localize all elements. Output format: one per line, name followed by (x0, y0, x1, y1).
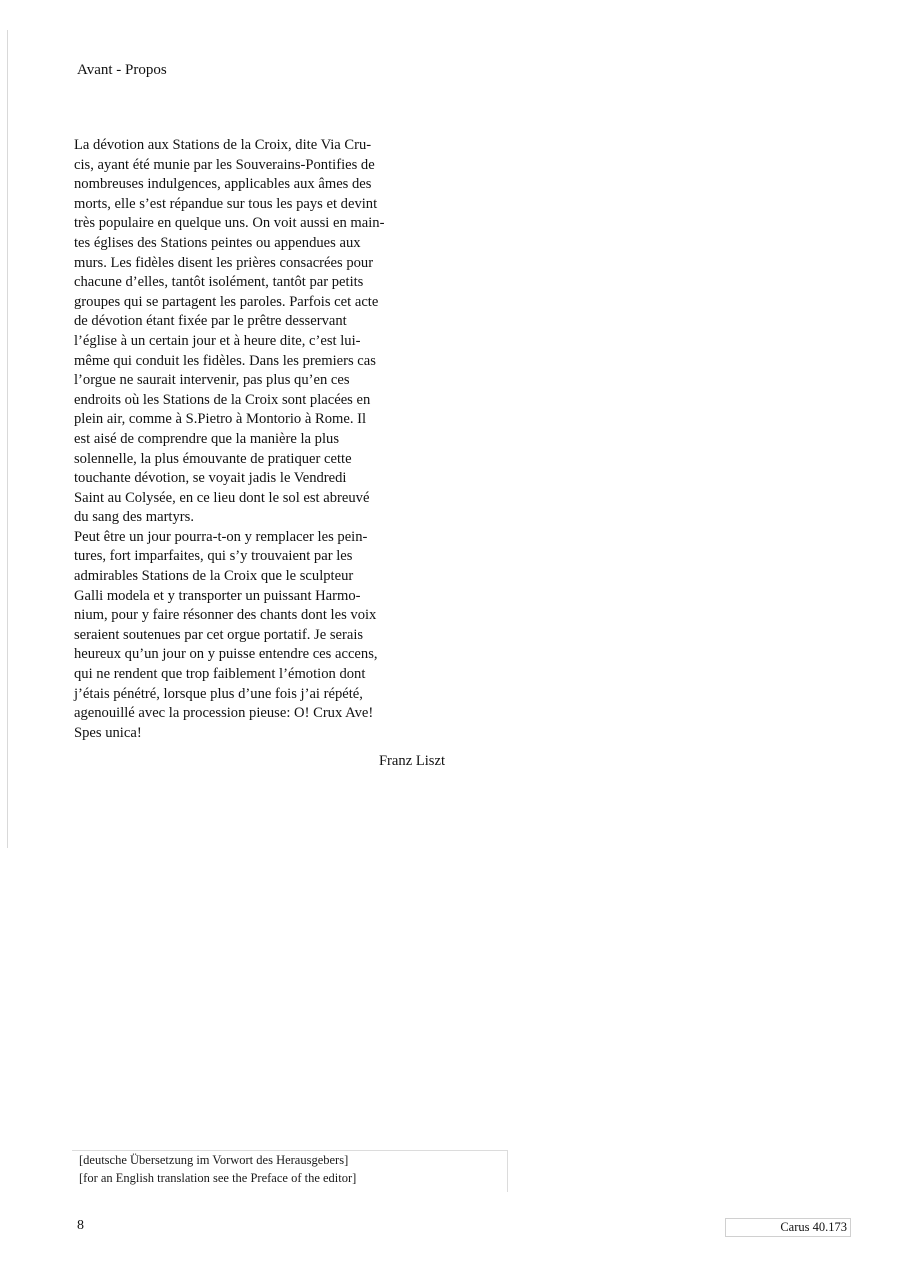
body-line: l’orgue ne saurait intervenir, pas plus qu’en ces (74, 372, 350, 389)
body-line: chacune d’elles, tantôt isolément, tantôt par petits (74, 274, 364, 291)
publisher-code: Carus 40.173 (780, 1220, 847, 1234)
body-line: nombreuses indulgences, applicables aux âmes des (74, 176, 372, 193)
body-line: endroits où les Stations de la Croix sont placées en (74, 391, 371, 408)
body-line: Saint au Colysée, en ce lieu dont le sol est abreuvé (74, 489, 370, 506)
body-line: très populaire en quelque uns. On voit aussi en main- (74, 215, 385, 232)
page-number: 8 (77, 1218, 84, 1233)
body-line: de dévotion étant fixée par le prêtre desservant (74, 313, 347, 330)
body-line: j’étais pénétré, lorsque plus d’une fois j’ai répété, (74, 685, 363, 702)
body-line: morts, elle s’est répandue sur tous les pays et devint (74, 195, 378, 212)
body-line: La dévotion aux Stations de la Croix, dite Via Cru- (74, 137, 372, 153)
body-line: qui ne rendent que trop faiblement l’émotion dont (74, 666, 366, 683)
german-translation-note: [deutsche Übersetzung im Vorwort des Herausgebers] (79, 1153, 349, 1167)
body-line: solennelle, la plus émouvante de pratiquer cette (74, 450, 352, 467)
body-line: est aisé de comprendre que la manière la plus (74, 430, 340, 447)
body-line: nium, pour y faire résonner des chants dont les voix (74, 607, 377, 624)
body-line: Peut être un jour pourra-t-on y remplacer les pein- (74, 528, 368, 545)
body-line: cis, ayant été munie par les Souverains-Pontifies de (74, 156, 375, 173)
body-line: Galli modela et y transporter un puissant Harmo- (74, 587, 361, 604)
author-signature: Franz Liszt (378, 753, 445, 769)
body-line: admirables Stations de la Croix que le sculpteur (74, 568, 354, 585)
body-line: même qui conduit les fidèles. Dans les premiers cas (74, 352, 376, 369)
body-line: seraient soutenues par cet orgue portatif. Je serais (74, 626, 364, 643)
english-translation-note: [for an English translation see the Preface of the editor] (79, 1171, 357, 1185)
page-heading: Avant - Propos (77, 62, 167, 78)
foreword-body (74, 136, 454, 743)
body-line: Spes unica! (74, 724, 142, 741)
body-line: l’église à un certain jour et à heure dite, c’est lui- (74, 332, 361, 349)
margin-rule (7, 30, 8, 848)
body-line: murs. Les fidèles disent les prières consacrées pour (74, 254, 374, 271)
body-line: groupes qui se partagent les paroles. Parfois cet acte (74, 293, 379, 310)
body-line: tes églises des Stations peintes ou appendues aux (74, 234, 361, 251)
body-line: heureux qu’un jour on y puisse entendre ces accens, (74, 646, 378, 663)
body-line: agenouillé avec la procession pieuse: O! Crux Ave! (74, 705, 374, 722)
body-line: plein air, comme à S.Pietro à Montorio à Rome. Il (74, 411, 367, 428)
body-line: touchante dévotion, se voyait jadis le Vendredi (74, 470, 347, 487)
body-line: tures, fort imparfaites, qui s’y trouvaient par les (74, 548, 353, 565)
translation-note (72, 1150, 508, 1192)
publisher-code-box (725, 1218, 851, 1237)
body-line: du sang des martyrs. (74, 509, 194, 526)
